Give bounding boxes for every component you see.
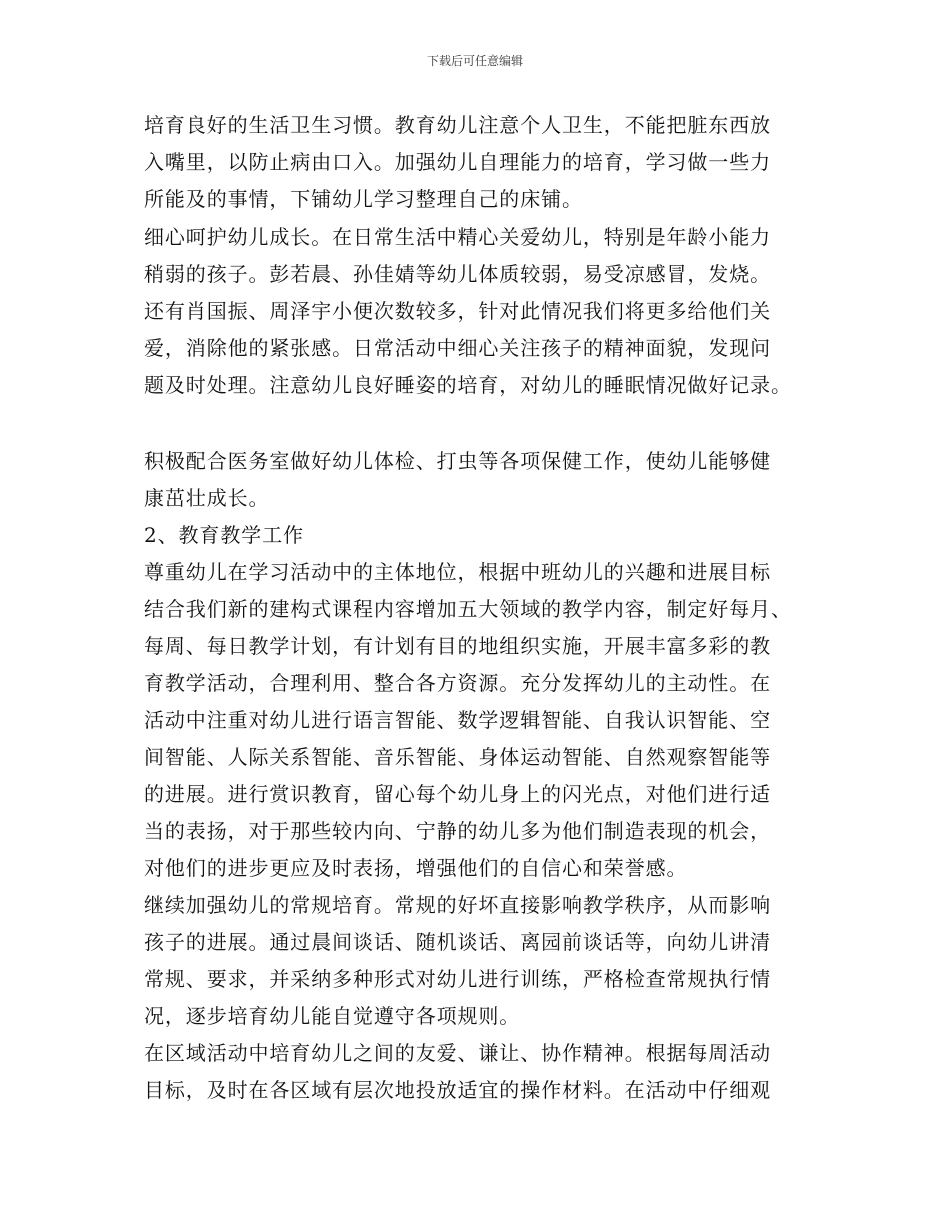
text-line: 活动中注重对幼儿进行语言智能、数学逻辑智能、自我认识智能、空 xyxy=(144,708,771,732)
section-heading: 2、教育教学工作 xyxy=(144,523,304,547)
text-line: 所能及的事情，下铺幼儿学习整理自己的床铺。 xyxy=(144,187,583,211)
text-line: 入嘴里，以防止病由口入。加强幼儿自理能力的培育，学习做一些力 xyxy=(144,150,771,174)
text-line: 细心呵护幼儿成长。在日常生活中精心关爱幼儿，特别是年龄小能力 xyxy=(144,225,771,249)
text-line: 间智能、人际关系智能、音乐智能、身体运动智能、自然观察智能等 xyxy=(144,745,771,769)
text-line: 还有肖国振、周泽宇小便次数较多，针对此情况我们将更多给他们关 xyxy=(144,299,771,323)
text-line: 结合我们新的建构式课程内容增加五大领域的教学内容，制定好每月、 xyxy=(144,597,792,621)
page-header: 下载后可任意编辑 xyxy=(426,54,523,68)
text-line: 继续加强幼儿的常规培育。常规的好坏直接影响教学秩序，从而影响 xyxy=(144,893,771,917)
text-line: 每周、每日教学计划，有计划有目的地组织实施，开展丰富多彩的教 xyxy=(144,634,771,658)
text-line: 育教学活动，合理利用、整合各方资源。充分发挥幼儿的主动性。在 xyxy=(144,671,771,695)
text-line: 稍弱的孩子。彭若晨、孙佳婧等幼儿体质较弱，易受凉感冒，发烧。 xyxy=(144,262,771,286)
text-line: 孩子的进展。通过晨间谈话、随机谈话、离园前谈话等，向幼儿讲清 xyxy=(144,930,771,954)
text-line: 当的表扬，对于那些较内向、宁静的幼儿多为他们制造表现的机会， xyxy=(144,819,771,843)
text-line: 的进展。进行赏识教育，留心每个幼儿身上的闪光点，对他们进行适 xyxy=(144,782,771,806)
text-line: 爱，消除他的紧张感。日常活动中细心关注孩子的精神面貌，发现问 xyxy=(144,336,771,360)
text-line: 题及时处理。注意幼儿良好睡姿的培育，对幼儿的睡眠情况做好记录。 xyxy=(144,373,792,397)
text-line: 况，逐步培育幼儿能自觉遵守各项规则。 xyxy=(144,1004,521,1028)
text-line: 培育良好的生活卫生习惯。教育幼儿注意个人卫生，不能把脏东西放 xyxy=(144,113,771,137)
text-line: 康茁壮成长。 xyxy=(144,486,270,510)
text-line: 在区域活动中培育幼儿之间的友爱、谦让、协作精神。根据每周活动 xyxy=(144,1041,771,1065)
text-line: 对他们的进步更应及时表扬，增强他们的自信心和荣誉感。 xyxy=(144,856,688,880)
text-line: 积极配合医务室做好幼儿体检、打虫等各项保健工作，使幼儿能够健 xyxy=(144,449,771,473)
text-line: 常规、要求，并采纳多种形式对幼儿进行训练，严格检查常规执行情 xyxy=(144,967,771,991)
text-line: 尊重幼儿在学习活动中的主体地位，根据中班幼儿的兴趣和进展目标 xyxy=(144,560,771,584)
text-line: 目标，及时在各区域有层次地投放适宜的操作材料。在活动中仔细观 xyxy=(144,1078,771,1102)
